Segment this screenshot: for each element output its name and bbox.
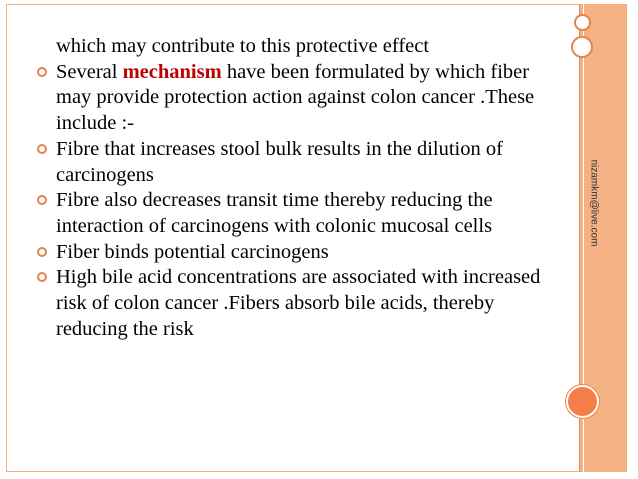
slide-body xyxy=(34,34,554,342)
intro-continuation: which may contribute to this protective effect xyxy=(56,35,430,57)
bullet-text: Fibre also decreases transit time thereby reducing the interaction of carcinogens with colonic mucosal cells xyxy=(56,189,493,237)
decor-circle-medium-icon xyxy=(571,36,593,58)
ring-bullet-icon xyxy=(37,247,47,257)
bullet-item xyxy=(34,265,554,342)
decor-circle-small-icon xyxy=(574,14,591,31)
bullet-text: High bile acid concentrations are associated with increased risk of colon cancer .Fibers absorb bile acids, thereby reducing the risk xyxy=(56,266,541,340)
bullet-text: Fibre that increases stool bulk results in the dilution of carcinogens xyxy=(56,137,503,186)
bullet-text-pre: Several xyxy=(56,60,123,83)
bullet-text: Fiber binds potential carcinogens xyxy=(56,240,329,263)
ring-bullet-icon xyxy=(37,195,47,205)
author-email: nizamkm@live.com xyxy=(588,159,600,247)
bullet-item xyxy=(34,240,554,266)
decor-circle-filled-icon xyxy=(566,385,599,418)
ring-bullet-icon xyxy=(37,144,47,154)
ring-bullet-icon xyxy=(37,272,47,282)
bullet-item xyxy=(34,137,554,188)
bullet-item xyxy=(34,188,554,239)
highlight-word: mechanism xyxy=(122,60,222,83)
bullet-item xyxy=(34,60,554,137)
bullet-text: have been formulated by which fiber may provide protection action against colon cancer .These include :- xyxy=(56,60,535,135)
ring-bullet-icon xyxy=(37,67,47,77)
